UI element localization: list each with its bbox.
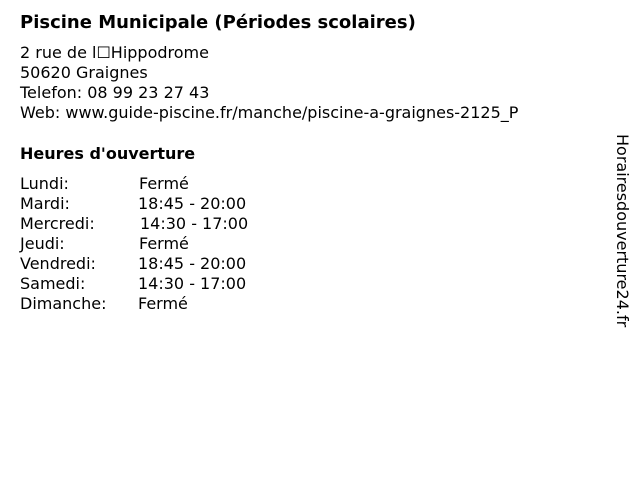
day-label: Mardi:: [20, 194, 70, 213]
city-line: 50620 Graignes: [20, 63, 148, 82]
hours-value: Fermé: [138, 294, 188, 313]
day-label: Samedi:: [20, 274, 86, 293]
page-title: Piscine Municipale (Périodes scolaires): [20, 12, 416, 33]
day-label: Mercredi:: [20, 214, 95, 233]
website-line: Web: www.guide-piscine.fr/manche/piscine-a-graignes-2125_P: [20, 103, 519, 122]
watermark-text: Horairesdouverture24.fr: [613, 134, 632, 328]
site-watermark: [612, 134, 632, 344]
day-label: Jeudi:: [20, 234, 65, 253]
street-address: 2 rue de l☐Hippodrome: [20, 43, 209, 62]
day-label: Dimanche:: [20, 294, 107, 313]
hours-value: Fermé: [139, 234, 189, 253]
day-label: Vendredi:: [20, 254, 96, 273]
phone-line: Telefon: 08 99 23 27 43: [20, 83, 210, 102]
hours-value: Fermé: [139, 174, 189, 193]
hours-value: 18:45 - 20:00: [138, 254, 247, 273]
address-block: [20, 43, 518, 123]
hours-value: 14:30 - 17:00: [140, 214, 249, 233]
hours-value: 18:45 - 20:00: [138, 194, 247, 213]
hours-value: 14:30 - 17:00: [138, 274, 247, 293]
opening-hours-heading: Heures d'ouverture: [20, 144, 196, 163]
day-label: Lundi:: [20, 174, 69, 193]
